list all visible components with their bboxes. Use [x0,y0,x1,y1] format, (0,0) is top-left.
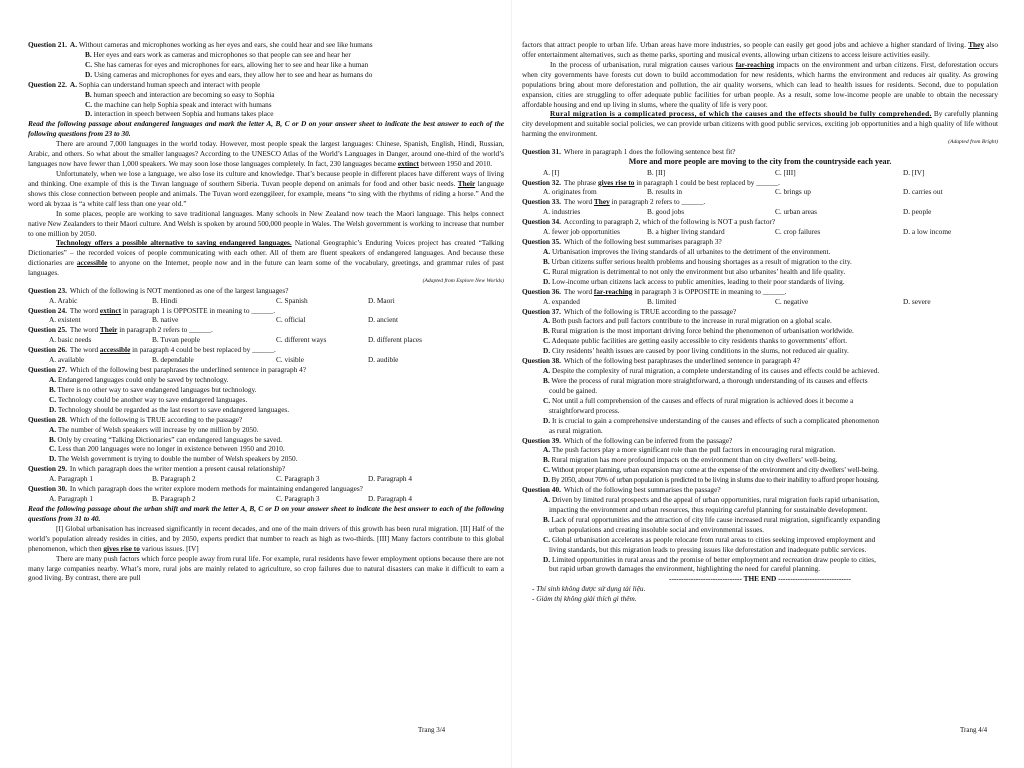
question-34 [522,217,998,237]
option-a: Without cameras and microphones working as her eyes and ears, she could hear and see like humans [78,40,373,49]
option-b: B. good jobs [647,207,685,217]
question-label: Question 40. [522,485,561,495]
question-stem: Which of the following best paraphrases the underlined sentence in paragraph 4? [563,356,800,366]
option-c-continued: straightforward process. [549,405,620,415]
option-b: B. limited [647,296,677,306]
option-b: B. Hindi [152,295,178,305]
question-label: Question 36. [522,286,561,296]
option-c: C. visible [276,355,304,365]
underlined-sentence: Rural migration is a complicated process, of which the causes and the effects should be fully comprehended. [550,109,932,119]
passage-paragraph-2: Unfortunately, when we lose a language, we also lose its culture and knowledge. That’s because people in different places have different ways of living and thinking. One example of this is the Tuvan language of southern Siberia. Tuvan people depend on animals for food and other basic needs. Their language shows this close connection between people and animals. The Tuvan word ezenggileer, for example, means “to sing with the rhythms of riding a horse.” And the word ak byzaa is “a white calf less than one year old.” [28,168,504,208]
option-a: Sophia can understand human speech and interact with people [78,79,261,89]
option-b: Rural migration is the most important driving force behind the phenomenon of urbanisation worldwide. [551,326,854,336]
option-c: Global urbanisation accelerates as people relocate from rural areas to cities seeking improved employment and [551,534,876,544]
option-c: Adequate public facilities are getting easily accessible to city residents thanks to governments’ effort. [551,336,848,346]
option-c-continued: living standards, but this migration leads to pressing issues like deforestation and inadequate public services. [549,544,867,554]
option-c: Without proper planning, urban expansion may come at the expense of the environment and city dwellers’ well-being. [551,465,879,475]
note-no-materials: - Thí sinh không được sử dụng tài liệu. [532,584,646,594]
option-c: She has cameras for eyes and microphones for ears, allowing her to see and hear like a human [93,59,369,69]
question-label: Question 22. [28,79,67,89]
question-label: Question 35. [522,237,561,247]
option-b: B. a higher living standard [647,227,725,237]
passage-endangered-languages [28,139,504,286]
option-c: C. urban areas [775,207,817,217]
option-a: A. existent [49,315,81,325]
option-a: A. expanded [543,296,580,306]
option-b: Rural migration has more profound impacts on the environment than on city dwellers’ well-being. [551,455,838,465]
passage-paragraph-3: In the process of urbanisation, rural migration causes various far-reaching impacts on the environment and urban citizens. First, deforestation occurs when city governments have forests cut down to build accommodation for new residents, which harms the environment and reduces air quality. As growing populations bring about more deforestation and pollution, the air quality worsens, which can lead to health issues for residents. Second, due to population expansion, cities are struggling to offer adequate public facilities for urban people. As a result, some low-income people are unable to obtain the necessary affordable housing and end up living in slums, where the quality of life is very poor. [522,59,998,109]
question-label: Question 23. [28,285,67,295]
option-c: C. Spanish [276,295,308,305]
option-d: D. Paragraph 4 [368,494,412,504]
option-d-continued: but rapid urban growth damages the environment, highlighting the need for careful planning. [549,564,821,574]
question-stem: Which of the following is NOT mentioned as one of the largest languages? [69,285,289,295]
underlined-word-extinct: extinct [397,159,419,169]
question-label: Question 33. [522,197,561,207]
option-b: B. [II] [647,167,666,177]
question-39: Question 39. Which of the following can be inferred from the passage? A. The push factors play a more significant role than the pull factors in encouraging rural migration. B. Rural migration has more profound impacts on the environment than on city dwellers’ well-being. C. Without proper planning, urban expansion may come at the expense of the environment and city dwellers’ well-being. D. By 2050, about 70% of urban population is predicted to be living in slums due to their inability to afford proper housing. [522,435,880,485]
underlined-word-far-reaching: far-reaching [735,59,775,69]
question-label: Question 25. [28,325,67,335]
passage-paragraph-2: There are many push factors which force people away from rural life. For example, rural residents have fewer employment options because there are not many large companies nearby. What’s more, rural jobs are mainly related to agriculture, so crop failures due to natural disasters can make it difficult to earn a good living. By contrast, there are pull [28,553,504,583]
option-d: D. Paragraph 4 [368,474,412,484]
option-c: C. Paragraph 3 [276,494,320,504]
option-b: There is no other way to save endangered languages but technology. [57,384,257,394]
option-d: Limited opportunities in rural areas and the promise of better employment and recreation draw people to cities, [551,554,876,564]
option-c: C. crop failures [775,227,821,237]
option-a: The number of Welsh speakers will increase by one million by 2050. [57,424,259,434]
option-b: Lack of rural opportunities and the attraction of city life cause increased rural migration, significantly expanding [551,514,881,524]
option-c: C. different ways [276,335,327,345]
option-a: A. Arabic [49,295,78,305]
instruction-23-30: Read the following passage about endangered languages and mark the letter A, B, C or D on your answer sheet to indicate the best answer to each of the following questions from 23 to 30. [28,119,504,139]
question-stem: Which of the following can be inferred from the passage? [563,435,733,445]
option-c: Technology could be another way to save endangered languages. [57,394,248,404]
option-d: D. carries out [903,187,943,197]
instruction-31-40: Read the following passage about the urban shift and mark the letter A, B, C or D on your answer sheet to indicate the best answer to each of the following questions from 31 to 40. [28,504,504,523]
option-c: C. [III] [775,167,796,177]
option-d: Using cameras and microphones for eyes and ears, they allow her to see and hear as humans do [93,69,373,79]
option-b: B. dependable [152,355,194,365]
passage-paragraph-4: Rural migration is a complicated process, of which the causes and the effects should be fully comprehended. By carefully planning city development and suitable social policies, we can provide urban citizens with good public services, exciting job opportunities and a high quality of life without harming the environment. [522,109,998,139]
question-label: Question 27. [28,365,67,375]
question-21: Question 21. A. Without cameras and microphones working as her eyes and ears, she could hear and see like humans B. Her eyes and ears work as cameras and microphones so that people can see and hear her C. She has cameras for eyes and microphones for ears, allowing her to see and hear like a human D. Using cameras and microphones for eyes and ears, they allow her to see and hear as humans do [28,40,373,79]
option-d: City residents’ health issues are caused by poor living conditions in the slums, not reduced air quality. [551,346,849,356]
option-c: C. official [276,315,306,325]
option-a: Driven by limited rural prospects and the appeal of urban opportunities, rural migration fuels rapid urbanisation, [551,495,880,505]
option-c: C. brings up [775,187,811,197]
option-c: Rural migration is detrimental to not only the environment but also urbanites’ health and life quality. [551,266,846,276]
option-b: Only by creating “Talking Dictionaries” can endangered languages be saved. [57,434,282,444]
option-d: D. a low income [903,227,952,237]
option-c: Not until a full comprehension of the causes and effects of rural migration is achieved does it become a [551,395,854,405]
question-32: Question 32. The phrase gives rise to in paragraph 1 could be best replaced by ______. A. originates from B. results in C. brings up D. carries out [522,178,998,198]
question-33: Question 33. The word They in paragraph 2 refers to ______. A. industries B. good jobs C. urban areas D. people [522,197,998,217]
option-d: interaction in speech between Sophia and humans takes place [93,109,274,119]
option-d: D. Maori [368,295,395,305]
passage-continuation: factors that attract people to urban life. Urban areas have more industries, so people can easily get good jobs and achieve a higher standard of living. They also offer entertainment alternatives, such as theme parks, sporting and musical events, allowing urban citizens to access leisure activities easily. [522,40,999,59]
question-30 [28,484,504,504]
question-27: Question 27. Which of the following best paraphrases the underlined sentence in paragraph 4? A. Endangered languages could only be saved by technology. B. There is no other way to save endangered languages but technology. C. Technology could be another way to save endangered languages. D. Technology should be regarded as the last resort to save endangered languages. [28,365,306,414]
question-label: Question 26. [28,345,67,355]
option-d: D. different places [368,335,422,345]
page-number-left: Trang 3/4 [418,726,446,734]
option-c: Less than 200 languages were no longer in existence between 1950 and 2010. [57,444,285,454]
option-b: B. Paragraph 2 [152,494,196,504]
question-31 [522,147,998,178]
the-end-marker: ------------------------------ THE END ------------------------------ [669,574,851,584]
question-40: Question 40. Which of the following best summarises the passage? A. Driven by limited rural prospects and the appeal of urban opportunities, rural migration fuels rapid urbanisation, impacting the environment and urban resources, thus requiring careful planning for sustainable development. B. Lack of rural opportunities and the attraction of city life cause increased rural migration, significantly expanding urban populations and creating insoluble social and environmental issues. C. Global urbanisation accelerates as people relocate from rural areas to cities seeking improved employment and living standards, but this migration leads to pressing issues like deforestation and inadequate public services. D. Limited opportunities in rural areas and the promise of better employment and recreation draw people to cities, but rapid urban growth damages the environment, highlighting the need for careful planning. [522,485,998,574]
question-stem: Where in paragraph 1 does the following sentence best fit? [563,146,736,156]
passage-urban-shift [28,524,504,584]
option-b: Her eyes and ears work as cameras and microphones so that people can see and hear her [93,49,351,59]
question-stem: In which paragraph does the writer explore modern methods for maintaining endangered languages? [69,484,363,494]
option-d: D. ancient [368,315,398,325]
underlined-word-their: Their [457,178,476,188]
option-b: human speech and interaction are becoming so easy to Sophia [93,89,275,99]
question-label: Question 29. [28,464,67,474]
option-d: D. audible [368,355,399,365]
question-label: Question 38. [522,356,561,366]
option-a: The push factors play a more significant role than the pull factors in encouraging rural migration. [551,445,836,455]
option-c: C. Paragraph 3 [276,474,320,484]
option-a: A. Paragraph 1 [49,474,93,484]
option-b: B. Tuvan people [152,335,201,345]
underlined-word-accessible: accessible [76,258,108,268]
question-28: Question 28. Which of the following is TRUE according to the passage? A. The number of Welsh speakers will increase by one million by 2050. B. Only by creating “Talking Dictionaries” can endangered languages be saved. C. Less than 200 languages were no longer in existence between 1950 and 2010. D. The Welsh government is trying to double the number of Welsh speakers by 2050. [28,414,298,464]
question-stem: Which of the following best summarises paragraph 3? [563,237,722,247]
underlined-word-they: They [968,40,984,49]
question-stem: In which paragraph does the writer mention a present causal relationship? [69,464,286,474]
question-label: Question 31. [522,146,561,156]
option-d: D. people [903,207,932,217]
option-a: A. available [49,355,85,365]
question-25: Question 25. The word Their in paragraph 2 refers to ______. A. basic needs B. Tuvan people C. different ways D. different places [28,325,504,345]
question-label: Question 37. [522,306,561,316]
option-d: By 2050, about 70% of urban population is predicted to be living in slums due to their inability to afford proper housing. [551,475,880,485]
option-d: Technology should be regarded as the last resort to save endangered languages. [57,404,290,414]
option-b: Urban citizens suffer serious health problems and housing shortages as a result of migration to the city. [551,256,852,266]
option-b: B. results in [647,187,683,197]
note-no-explanation: - Giám thị không giải thích gì thêm. [532,594,637,604]
option-a: A. fewer job opportunities [543,227,621,237]
question-26: Question 26. The word accessible in paragraph 4 could be best replaced by ______. A. available B. dependable C. visible D. audible [28,345,504,365]
option-c: C. negative [775,296,809,306]
passage-paragraph-1: [I] Global urbanisation has increased significantly in recent decades, and one of the main drivers of this growth has been rural migration. [II] Half of the world’s population already resides in cities, and by 2050, experts predict that number to reach as high as two-thirds. [III] Many factors contribute to this global phenomenon, which then gives rise to various issues. [IV] [28,523,504,553]
question-23 [28,286,504,306]
question-label: Question 39. [522,435,561,445]
option-a: A. [I] [543,167,560,177]
page-4-column [522,40,998,604]
option-b-continued: could be gained. [549,385,598,395]
option-a: A. originates from [543,187,597,197]
question-label: Question 24. [28,305,67,315]
passage-paragraph-1: There are around 7,000 languages in the world today. However, most people speak the largest languages: Chinese, Spanish, English, Hindi, Russian, Arabic, and others. So what about the smaller languages? According to the UNESCO Atlas of the World’s Languages in Danger, around one-third of the world’s languages now have fewer than 1,000 speakers. We may soon lose those languages completely. In fact, 230 languages became extinct between 1950 and 2010. [28,139,504,169]
option-b-continued: urban populations and creating insoluble social and environmental issues. [549,524,765,534]
question-stem: Which of the following best summarises the passage? [563,485,721,495]
option-d: The Welsh government is trying to double the number of Welsh speakers by 2050. [57,454,298,464]
option-a: A. basic needs [49,335,92,345]
option-b: B. native [152,315,179,325]
option-d: D. [IV] [903,167,925,177]
option-d-continued: as rural migration. [549,425,603,435]
question-22: Question 22. A. Sophia can understand human speech and interact with people B. human speech and interaction are becoming so easy to Sophia C. the machine can help Sophia speak and interact with humans D. interaction in speech between Sophia and humans takes place [28,79,275,119]
option-a: Endangered languages could only be saved by technology. [57,375,229,385]
page-fold-divider [511,0,512,768]
underlined-sentence: Technology offers a possible alternative to saving endangered languages. [56,238,292,248]
underlined-phrase-gives-rise-to: gives rise to [103,543,140,553]
option-a: A. Paragraph 1 [49,494,93,504]
question-label: Question 32. [522,177,561,187]
question-37: Question 37. Which of the following is TRUE according to the passage? A. Both push factors and pull factors contribute to the increase in rural migration on a global scale. B. Rural migration is the most important driving force behind the phenomenon of urbanisation worldwide. C. Adequate public facilities are getting easily accessible to city residents thanks to governments’ effort. D. City residents’ health issues are caused by poor living conditions in the slums, not reduced air quality. [522,306,854,356]
passage-paragraph-3: In some places, people are working to save traditional languages. Many schools in New Zealand now teach the Maori language. This helps connect native New Zealanders to their Maori culture. And Welsh is spoken by around 500,000 people in Wales. The Welsh government is working to increase that number to one million by 2050. [28,208,504,238]
option-d: It is crucial to gain a comprehensive understanding of the causes and effects of such a complicated phenomenon [551,415,880,425]
passage-paragraph-4: Technology offers a possible alternative to saving endangered languages. National Geographic’s Enduring Voices project has created “Talking Dictionaries” – the recorded voices of people communicating with each other. All of them are fluent speakers of endangered languages. And because these dictionaries are accessible to anyone on the Internet, people now and in the future can learn some of the vocabulary, greetings, and grammar rules of past languages. [28,238,505,278]
question-24: Question 24. The word extinct in paragraph 1 is OPPOSITE in meaning to ______. A. existent B. native C. official D. ancient [28,306,504,326]
question-36: Question 36. The word far-reaching in paragraph 3 is OPPOSITE in meaning to ______. A. expanded B. limited C. negative D. severe [522,287,998,307]
question-stem: Which of the following is TRUE according to the passage? [69,414,243,424]
question-38: Question 38. Which of the following best paraphrases the underlined sentence in paragraph 4? A. Despite the complexity of rural migration, a complete understanding of its causes and effects could be achieved. B. Were the process of rural migration more straightforward, a thorough understanding of its causes and effects could be gained. C. Not until a full comprehension of the causes and effects of rural migration is achieved does it become a straightforward process. D. It is crucial to gain a comprehensive understanding of the causes and effects of such a complicated phenomenon as rural migration. [522,356,998,435]
question-label: Question 28. [28,414,67,424]
option-d: Low-income urban citizens lack access to public amenities, leading to their poor standards of living. [551,276,845,286]
page-number-right: Trang 4/4 [960,726,988,734]
question-label: Question 21. [28,40,67,49]
page-3-column [28,40,504,583]
option-a-continued: impacting the environment and urban resources, thus requiring careful planning for sustainable development. [549,504,868,514]
question-stem: Which of the following is TRUE according to the passage? [563,306,737,316]
question-29 [28,464,504,484]
question-35: Question 35. Which of the following best summarises paragraph 3? A. Urbanisation improves the living standards of all urbanites to the detriment of the environment. B. Urban citizens suffer serious health problems and housing shortages as a result of migration to the city. C. Rural migration is detrimental to not only the environment but also urbanites’ health and life quality. D. Low-income urban citizens lack access to public amenities, leading to their poor standards of living. [522,237,852,286]
passage-source: (Adapted from Bright) [948,139,998,146]
option-b: Were the process of rural migration more straightforward, a thorough understanding of its causes and effects [551,375,868,385]
question-label: Question 34. [522,217,561,227]
question-stem: Which of the following best paraphrases the underlined sentence in paragraph 4? [69,365,306,375]
insert-sentence: More and more people are moving to the city from the countryside each year. [628,156,892,166]
option-d: D. severe [903,296,931,306]
question-stem: According to paragraph 2, which of the following is NOT a push factor? [563,217,776,227]
option-a: Both push factors and pull factors contribute to the increase in rural migration on a global scale. [551,316,832,326]
option-a: Despite the complexity of rural migration, a complete understanding of its causes and effects could be achieved. [551,366,880,376]
option-c: the machine can help Sophia speak and interact with humans [93,99,272,109]
question-label: Question 30. [28,484,67,494]
option-b: B. Paragraph 2 [152,474,196,484]
option-a: Urbanisation improves the living standards of all urbanites to the detriment of the environment. [551,246,831,256]
passage-source: (Adapted from Explore New Worlds) [422,278,504,285]
option-a: A. industries [543,207,581,217]
